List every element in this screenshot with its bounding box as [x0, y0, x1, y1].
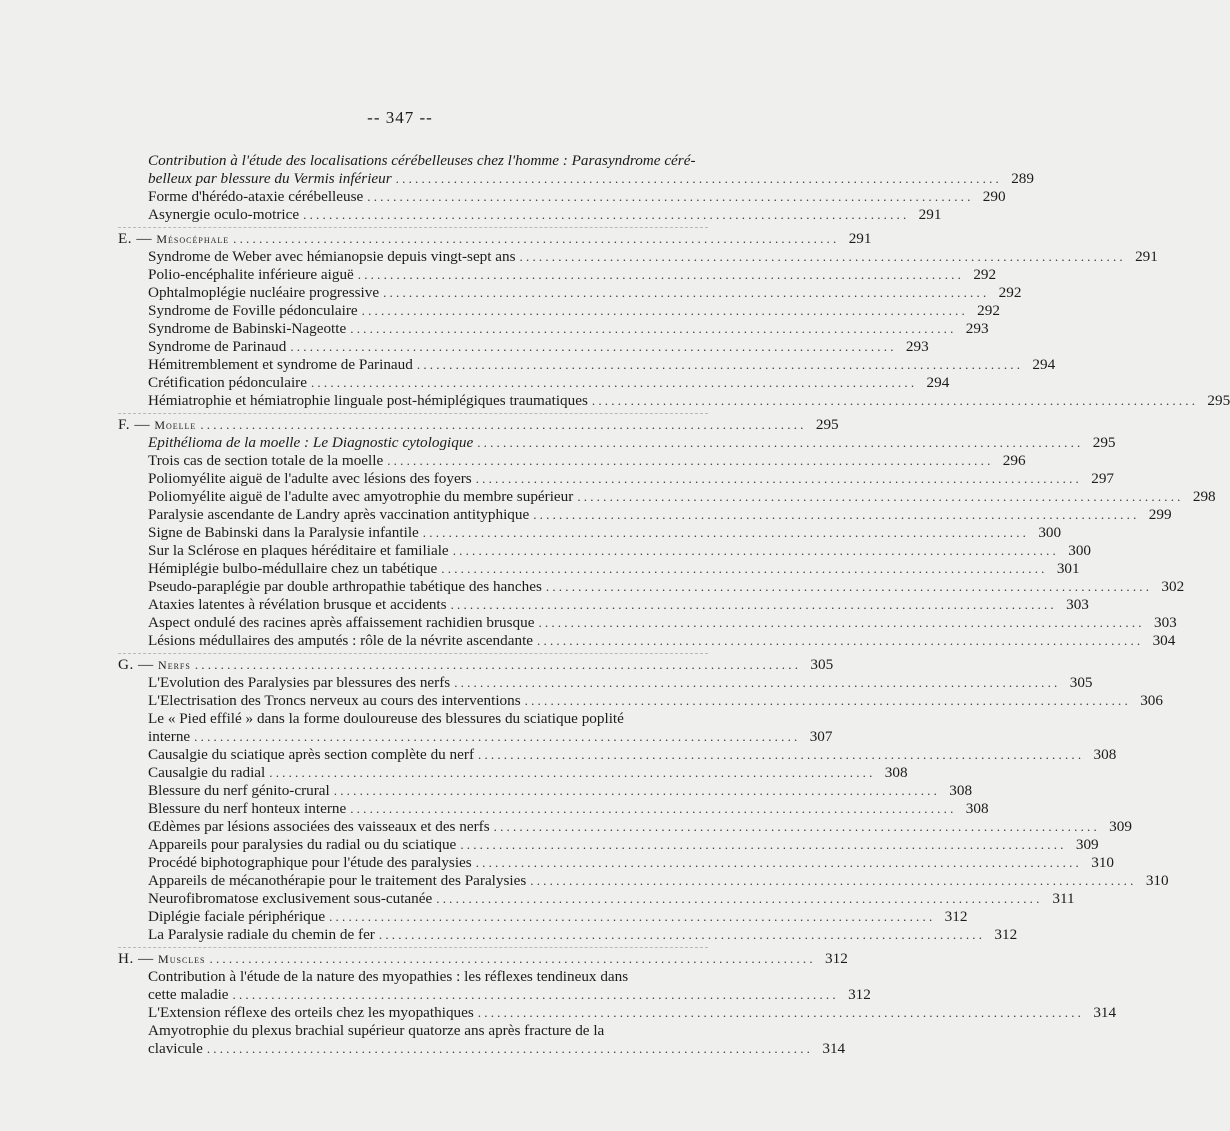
dot-leader: .............................................................................................. — [209, 951, 816, 966]
dot-leader: .............................................................................................. — [477, 1005, 1085, 1020]
toc-entry-title: Hémitremblement et syndrome de Parinaud — [148, 356, 413, 373]
dot-leader: .............................................................................................. — [591, 393, 1199, 408]
toc-entry — [148, 356, 1056, 374]
toc-entry — [148, 782, 973, 800]
section-heading-h — [118, 950, 848, 968]
toc-entry-page: 303 — [1153, 614, 1177, 631]
toc-entry — [148, 872, 1169, 890]
dot-leader: .............................................................................................. — [436, 891, 1043, 906]
section-divider — [118, 227, 708, 228]
toc-entry-page: 312 — [944, 908, 968, 925]
toc-entry-page: 295 — [1207, 392, 1230, 409]
toc-entry — [148, 674, 1093, 692]
toc-entry-page: 307 — [809, 728, 833, 745]
dot-leader: .............................................................................................. — [519, 249, 1126, 264]
toc-entry-title: Procédé biphotographique pour l'étude des paralysies — [148, 854, 472, 871]
dot-leader: .............................................................................................. — [269, 765, 876, 780]
toc-entry-title: Syndrome de Parinaud — [148, 338, 287, 355]
dot-leader: .............................................................................................. — [387, 453, 994, 468]
toc-entry — [148, 560, 1080, 578]
toc-entry-page: 314 — [822, 1040, 846, 1057]
toc-entry-page: 292 — [973, 266, 997, 283]
section-page: 295 — [815, 416, 839, 433]
toc-entry — [148, 818, 1132, 836]
toc-entry-page: 291 — [1135, 248, 1158, 265]
section-letter: H. — Muscles — [118, 950, 206, 967]
toc-entry — [148, 614, 1177, 632]
toc-entry-page: 294 — [1032, 356, 1056, 373]
section-letter: F. — Moelle — [118, 416, 197, 433]
dot-leader: .............................................................................................. — [361, 303, 968, 318]
dot-leader: .............................................................................................. — [232, 987, 839, 1002]
toc-entry — [148, 488, 1216, 506]
toc-entry-page: 304 — [1152, 632, 1176, 649]
dot-leader: .............................................................................................. — [367, 189, 974, 204]
toc-entry-title: Asynergie oculo-motrice — [148, 206, 300, 223]
toc-entry — [148, 524, 1062, 542]
dot-leader: .............................................................................................. — [537, 633, 1144, 648]
dot-leader: .............................................................................................. — [460, 837, 1067, 852]
toc-entry — [148, 434, 1116, 452]
dot-leader: .............................................................................................. — [395, 171, 1002, 186]
toc-entry-title: Syndrome de Foville pédonculaire — [148, 302, 358, 319]
toc-entry-title: Syndrome de Babinski-Nageotte — [148, 320, 347, 337]
toc-entry — [148, 800, 989, 818]
toc-entry-title: Œdèmes par lésions associées des vaisseaux et des nerfs — [148, 818, 490, 835]
toc-entry — [148, 926, 1018, 944]
toc-entry — [148, 506, 1172, 524]
toc-entry-page: 308 — [884, 764, 908, 781]
page-number: -- 347 -- — [367, 108, 433, 127]
toc-entry-page: 290 — [982, 188, 1006, 205]
toc-entry-first-line: Le « Pied effilé » dans la forme douloureuse des blessures du sciatique poplité — [148, 710, 624, 727]
toc-entry-title: L'Evolution des Paralysies par blessures des nerfs — [148, 674, 451, 691]
toc-entry-title: Neurofibromatose exclusivement sous-cutanée — [148, 890, 433, 907]
toc-entry — [148, 206, 942, 224]
dot-leader: .............................................................................................. — [383, 285, 990, 300]
toc-entry-title: Ataxies latentes à révélation brusque et accidents — [148, 596, 447, 613]
dot-leader: .............................................................................................. — [194, 729, 801, 744]
toc-entry-title: Paralysie ascendante de Landry après vaccination antityphique — [148, 506, 530, 523]
toc-entry-title: cette maladie — [148, 986, 229, 1003]
toc-entry-title: Blessure du nerf génito-crural — [148, 782, 330, 799]
toc-entry-title: Trois cas de section totale de la moelle — [148, 452, 384, 469]
section-letter: G. — Nerfs — [118, 656, 191, 673]
toc-entry — [148, 1004, 1117, 1022]
toc-entry-title: Forme d'hérédo-ataxie cérébelleuse — [148, 188, 364, 205]
toc-entry-page: 301 — [1056, 560, 1080, 577]
toc-entry — [148, 854, 1115, 872]
toc-entry — [148, 284, 1022, 302]
dot-leader: .............................................................................................. — [478, 747, 1085, 762]
toc-entry-title: Poliomyélite aiguë de l'adulte avec amyotrophie du membre supérieur — [148, 488, 574, 505]
dot-leader: .............................................................................................. — [290, 339, 897, 354]
dot-leader: .............................................................................................. — [477, 435, 1084, 450]
toc-entry-page: 300 — [1068, 542, 1091, 559]
section-divider — [118, 947, 708, 948]
toc-entry-page: 293 — [965, 320, 989, 337]
toc-entry-title: Crétification pédonculaire — [148, 374, 307, 391]
toc-entry — [148, 302, 1000, 320]
section-page: 305 — [810, 656, 834, 673]
toc-entry — [148, 392, 1230, 410]
toc-entry-page: 308 — [1093, 746, 1117, 763]
toc-entry-title: Sur la Sclérose en plaques héréditaire et familiale — [148, 542, 449, 559]
section-page: 291 — [848, 230, 872, 247]
toc-entry-title: Blessure du nerf honteux interne — [148, 800, 347, 817]
toc-entry-title: Lésions médullaires des amputés : rôle de la névrite ascendante — [148, 632, 534, 649]
toc-entry-page: 297 — [1091, 470, 1115, 487]
toc-entry-first-line: Contribution à l'étude des localisations cérébelleuses chez l'homme : Parasyndrome céré- — [148, 152, 696, 169]
toc-entry-page: 296 — [1002, 452, 1026, 469]
dot-leader: .............................................................................................. — [333, 783, 941, 798]
toc-entry-page: 299 — [1148, 506, 1172, 523]
dot-leader: .............................................................................................. — [233, 231, 840, 246]
toc-entry-page: 295 — [1092, 434, 1116, 451]
dot-leader: .............................................................................................. — [194, 657, 802, 672]
section-name: Muscles — [158, 952, 206, 966]
toc-entry-page: 292 — [998, 284, 1022, 301]
dot-leader: .............................................................................................. — [350, 321, 957, 336]
toc-entry-title: Pseudo-paraplégie par double arthropathie tabétique des hanches — [148, 578, 542, 595]
toc-entry-title: Poliomyélite aiguë de l'adulte avec lésions des foyers — [148, 470, 472, 487]
dot-leader: .............................................................................................. — [493, 819, 1100, 834]
toc-entry-page: 293 — [905, 338, 929, 355]
toc-entry — [148, 986, 871, 1004]
toc-entry-title: L'Electrisation des Troncs nerveux au cours des interventions — [148, 692, 521, 709]
toc-entry-title: Ophtalmoplégie nucléaire progressive — [148, 284, 380, 301]
toc-entry — [148, 764, 908, 782]
toc-entry — [148, 266, 997, 284]
toc-entry — [148, 728, 833, 746]
toc-entry-title: Diplégie faciale périphérique — [148, 908, 326, 925]
toc-entry-page: 311 — [1052, 890, 1075, 907]
toc-entry-page: 294 — [926, 374, 950, 391]
toc-entry-page: 303 — [1066, 596, 1089, 613]
toc-entry-page: 314 — [1093, 1004, 1117, 1021]
dot-leader: .............................................................................................. — [530, 873, 1137, 888]
section-name: Mésocéphale — [156, 232, 230, 246]
dot-leader: .............................................................................................. — [200, 417, 807, 432]
toc-entry-title: Appareils pour paralysies du radial ou du sciatique — [148, 836, 457, 853]
toc-entry — [148, 470, 1115, 488]
toc-entry — [148, 542, 1091, 560]
toc-entry-page: 309 — [1075, 836, 1099, 853]
toc-entry-title: Causalgie du sciatique après section complète du nerf — [148, 746, 474, 763]
dot-leader: .............................................................................................. — [206, 1041, 814, 1056]
dot-leader: .............................................................................................. — [422, 525, 1030, 540]
toc-entry-title: Syndrome de Weber avec hémianopsie depuis vingt-sept ans — [148, 248, 516, 265]
toc-entry — [148, 578, 1185, 596]
toc-entry — [148, 596, 1089, 614]
toc-entry — [148, 1040, 846, 1058]
toc-entry-page: 310 — [1145, 872, 1169, 889]
toc-entry-title: Hémiatrophie et hémiatrophie linguale post-hémiplégiques traumatiques — [148, 392, 588, 409]
dot-leader: .............................................................................................. — [533, 507, 1140, 522]
toc-entry-title: L'Extension réflexe des orteils chez les myopathiques — [148, 1004, 474, 1021]
dot-leader: .............................................................................................. — [475, 855, 1083, 870]
toc-entry — [148, 692, 1163, 710]
toc-entry — [148, 890, 1075, 908]
toc-entry-title: belleux par blessure du Vermis inférieur — [148, 170, 392, 187]
toc-entry — [148, 836, 1099, 854]
toc-entry — [148, 632, 1176, 650]
toc-entry-page: 312 — [848, 986, 871, 1003]
toc-entry-page: 289 — [1011, 170, 1034, 187]
toc-entry — [148, 908, 968, 926]
toc-entry — [148, 374, 950, 392]
dot-leader: .............................................................................................. — [378, 927, 986, 942]
toc-entry — [148, 320, 989, 338]
section-heading-f — [118, 416, 839, 434]
dot-leader: .............................................................................................. — [452, 543, 1059, 558]
toc-entry-first-line: Amyotrophie du plexus brachial supérieur quatorze ans après fracture de la — [148, 1022, 605, 1039]
toc-entry-title: Aspect ondulé des racines après affaissement rachidien brusque — [148, 614, 535, 631]
toc-entry-page: 291 — [918, 206, 942, 223]
toc-entry-title: Polio-encéphalite inférieure aiguë — [148, 266, 354, 283]
toc-entry-page: 306 — [1140, 692, 1163, 709]
toc-entry — [148, 746, 1117, 764]
dot-leader: .............................................................................................. — [545, 579, 1153, 594]
section-name: Moelle — [154, 418, 197, 432]
toc-entry-page: 298 — [1192, 488, 1216, 505]
dot-leader: .............................................................................................. — [357, 267, 965, 282]
toc-entry-title: interne — [148, 728, 191, 745]
toc-entry — [148, 338, 929, 356]
toc-entry-page: 292 — [977, 302, 1000, 319]
toc-entry-title: Epithélioma de la moelle : Le Diagnostic cytologique — [148, 434, 474, 451]
toc-entry-page: 300 — [1038, 524, 1062, 541]
toc-entry-title: Causalgie du radial — [148, 764, 266, 781]
section-name: Nerfs — [158, 658, 191, 672]
toc-entry-title: Signe de Babinski dans la Paralysie infantile — [148, 524, 419, 541]
dot-leader: .............................................................................................. — [441, 561, 1048, 576]
toc-entry-page: 305 — [1069, 674, 1093, 691]
dot-leader: .............................................................................................. — [450, 597, 1057, 612]
dot-leader: .............................................................................................. — [303, 207, 910, 222]
toc-entry-title: La Paralysie radiale du chemin de fer — [148, 926, 375, 943]
toc-entry-first-line: Contribution à l'étude de la nature des myopathies : les réflexes tendineux dans — [148, 968, 629, 985]
toc-entry-page: 308 — [965, 800, 989, 817]
toc-entry-page: 302 — [1161, 578, 1185, 595]
toc-entry-page: 310 — [1091, 854, 1115, 871]
toc-entry — [148, 248, 1158, 266]
section-divider — [118, 653, 708, 654]
dot-leader: .............................................................................................. — [416, 357, 1024, 372]
toc-entry-page: 309 — [1109, 818, 1132, 835]
dot-leader: .............................................................................................. — [454, 675, 1061, 690]
dot-leader: .............................................................................................. — [329, 909, 936, 924]
section-page: 312 — [825, 950, 848, 967]
toc-entry — [148, 188, 1006, 206]
toc-entry-page: 308 — [949, 782, 973, 799]
dot-leader: .............................................................................................. — [350, 801, 957, 816]
toc-entry-title: Hémiplégie bulbo-médullaire chez un tabétique — [148, 560, 438, 577]
dot-leader: .............................................................................................. — [524, 693, 1131, 708]
toc-entry-title: Appareils de mécanothérapie pour le traitement des Paralysies — [148, 872, 527, 889]
dot-leader: .............................................................................................. — [577, 489, 1184, 504]
toc-entry — [148, 452, 1026, 470]
toc-entry-page: 312 — [994, 926, 1018, 943]
section-divider — [118, 413, 708, 414]
dot-leader: .............................................................................................. — [538, 615, 1145, 630]
dot-leader: .............................................................................................. — [310, 375, 918, 390]
section-letter: E. — Mésocéphale — [118, 230, 230, 247]
section-heading-e — [118, 230, 872, 248]
toc-entry — [148, 170, 1034, 188]
toc-entry-title: clavicule — [148, 1040, 203, 1057]
section-heading-g — [118, 656, 834, 674]
dot-leader: .............................................................................................. — [475, 471, 1083, 486]
